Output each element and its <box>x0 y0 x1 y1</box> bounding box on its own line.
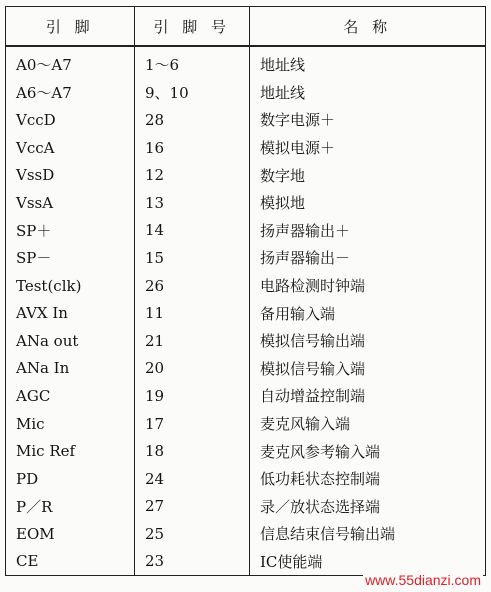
name-cell: 模拟地 <box>250 189 486 217</box>
pin-cell: VssD <box>6 161 135 189</box>
name-cell: 自动增益控制端 <box>250 382 486 410</box>
table-row <box>6 244 486 272</box>
name-cell: 数字地 <box>250 161 486 189</box>
table-header-row <box>6 7 486 47</box>
table-row <box>6 79 486 107</box>
header-name: 名 称 <box>250 7 486 47</box>
pin-number-cell: 9、10 <box>135 79 250 107</box>
table-row <box>6 465 486 493</box>
header-pin: 引 脚 <box>6 7 135 47</box>
name-cell: 电路检测时钟端 <box>250 272 486 300</box>
pin-cell: A6～A7 <box>6 79 135 107</box>
table-row <box>6 217 486 245</box>
pin-number-cell: 26 <box>135 272 250 300</box>
name-cell: 模拟信号输入端 <box>250 355 486 383</box>
table-row <box>6 189 486 217</box>
pin-number-cell: 13 <box>135 189 250 217</box>
name-cell: 模拟电源＋ <box>250 134 486 162</box>
name-cell: 信息结束信号输出端 <box>250 520 486 548</box>
pin-cell: VssA <box>6 189 135 217</box>
pin-cell: SP－ <box>6 244 135 272</box>
name-cell: 麦克风输入端 <box>250 410 486 438</box>
pin-number-cell: 25 <box>135 520 250 548</box>
table-row <box>6 410 486 438</box>
table-row <box>6 327 486 355</box>
pin-number-cell: 28 <box>135 106 250 134</box>
pin-number-cell: 24 <box>135 465 250 493</box>
table-row <box>6 299 486 327</box>
name-cell: 低功耗状态控制端 <box>250 465 486 493</box>
pin-cell: P／R <box>6 493 135 521</box>
table-row <box>6 493 486 521</box>
pin-cell: Test(clk) <box>6 272 135 300</box>
table-row <box>6 46 486 79</box>
pin-number-cell: 12 <box>135 161 250 189</box>
pin-cell: Mic <box>6 410 135 438</box>
pin-number-cell: 14 <box>135 217 250 245</box>
pin-number-cell: 27 <box>135 493 250 521</box>
table-row <box>6 520 486 548</box>
pin-cell: VccA <box>6 134 135 162</box>
name-cell: 扬声器输出－ <box>250 244 486 272</box>
pin-cell: ANa In <box>6 355 135 383</box>
pin-cell: SP＋ <box>6 217 135 245</box>
table-row <box>6 355 486 383</box>
name-cell: 扬声器输出＋ <box>250 217 486 245</box>
pin-number-cell: 19 <box>135 382 250 410</box>
pin-cell: Mic Ref <box>6 437 135 465</box>
name-cell: 备用输入端 <box>250 299 486 327</box>
pin-number-cell: 11 <box>135 299 250 327</box>
header-pin-number: 引 脚 号 <box>135 7 250 47</box>
pin-number-cell: 21 <box>135 327 250 355</box>
watermark: www.55dianzi.com <box>365 572 481 588</box>
pin-cell: A0～A7 <box>6 46 135 79</box>
pin-cell: EOM <box>6 520 135 548</box>
pin-cell: AGC <box>6 382 135 410</box>
pin-cell: CE <box>6 548 135 576</box>
pin-cell: AVX In <box>6 299 135 327</box>
table-row <box>6 106 486 134</box>
pin-number-cell: 1～6 <box>135 46 250 79</box>
name-cell: IC使能端 <box>250 548 486 576</box>
table-row <box>6 161 486 189</box>
table-row <box>6 437 486 465</box>
name-cell: 地址线 <box>250 46 486 79</box>
name-cell: 录／放状态选择端 <box>250 493 486 521</box>
name-cell: 地址线 <box>250 79 486 107</box>
name-cell: 麦克风参考输入端 <box>250 437 486 465</box>
pin-cell: ANa out <box>6 327 135 355</box>
pin-number-cell: 23 <box>135 548 250 576</box>
table-row <box>6 272 486 300</box>
pin-number-cell: 17 <box>135 410 250 438</box>
pin-table <box>5 6 486 576</box>
pin-number-cell: 20 <box>135 355 250 383</box>
name-cell: 数字电源＋ <box>250 106 486 134</box>
pin-number-cell: 16 <box>135 134 250 162</box>
table-row <box>6 134 486 162</box>
pin-number-cell: 15 <box>135 244 250 272</box>
pin-cell: PD <box>6 465 135 493</box>
name-cell: 模拟信号输出端 <box>250 327 486 355</box>
pin-cell: VccD <box>6 106 135 134</box>
pin-number-cell: 18 <box>135 437 250 465</box>
table-row <box>6 382 486 410</box>
